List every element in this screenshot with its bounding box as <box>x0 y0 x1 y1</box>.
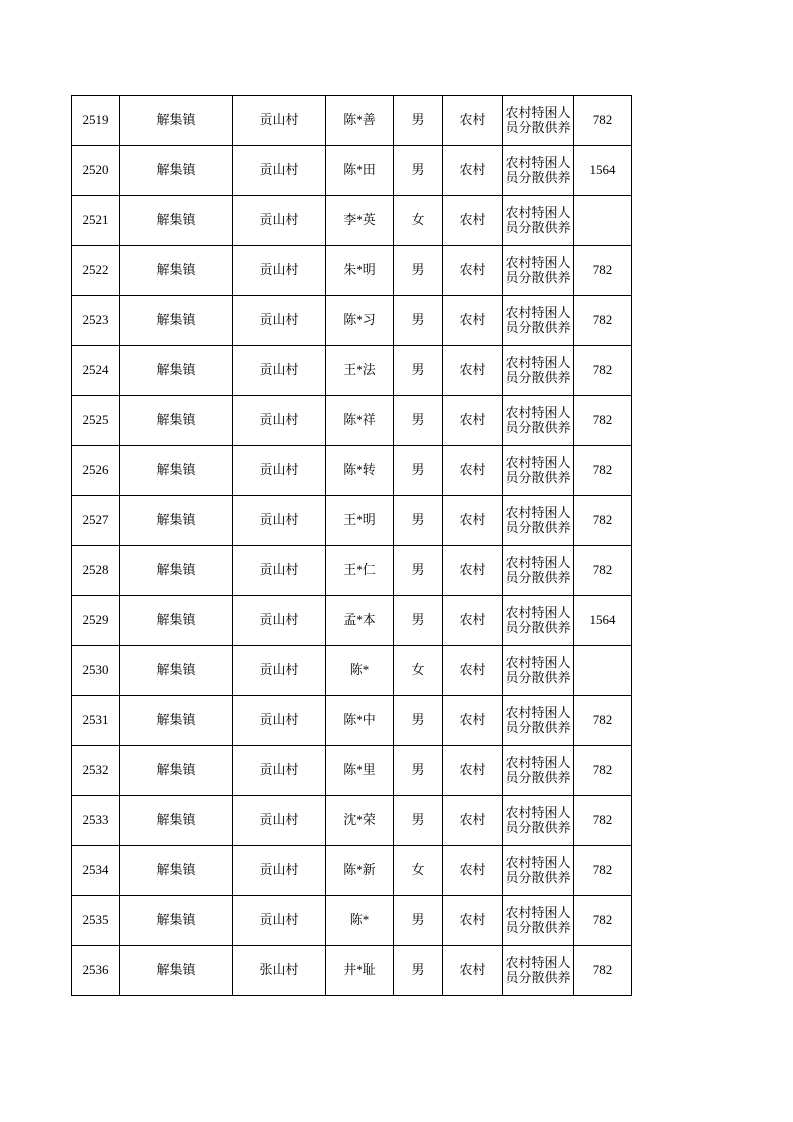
cell-assistance-category <box>503 846 574 896</box>
table-row <box>72 546 632 596</box>
cell-name: 沈*荣 <box>326 796 394 846</box>
cell-sequence: 2529 <box>72 596 120 646</box>
cell-name: 王*法 <box>326 346 394 396</box>
cell-sequence: 2525 <box>72 396 120 446</box>
cell-sex: 男 <box>394 596 443 646</box>
cell-name: 陈*田 <box>326 146 394 196</box>
table-row <box>72 346 632 396</box>
cell-amount: 782 <box>574 446 632 496</box>
cell-town: 解集镇 <box>120 446 233 496</box>
cell-assistance-category <box>503 96 574 146</box>
cell-village: 贡山村 <box>233 246 326 296</box>
table-row <box>72 896 632 946</box>
cell-household-type: 农村 <box>443 96 503 146</box>
cell-assistance-category <box>503 696 574 746</box>
cell-amount: 782 <box>574 346 632 396</box>
cell-sex: 女 <box>394 646 443 696</box>
cell-sequence: 2532 <box>72 746 120 796</box>
cell-sex: 男 <box>394 796 443 846</box>
cell-household-type: 农村 <box>443 846 503 896</box>
cell-amount: 782 <box>574 746 632 796</box>
cell-sex: 男 <box>394 946 443 996</box>
cell-assistance-category <box>503 496 574 546</box>
cell-village: 贡山村 <box>233 96 326 146</box>
assistance-category-text: 农村特困人员分散供养 <box>505 154 571 185</box>
cell-town: 解集镇 <box>120 896 233 946</box>
cell-sex: 男 <box>394 346 443 396</box>
cell-sequence: 2536 <box>72 946 120 996</box>
cell-household-type: 农村 <box>443 696 503 746</box>
cell-assistance-category <box>503 446 574 496</box>
cell-amount <box>574 646 632 696</box>
cell-sequence: 2523 <box>72 296 120 346</box>
cell-assistance-category <box>503 796 574 846</box>
table-row <box>72 96 632 146</box>
cell-sequence: 2528 <box>72 546 120 596</box>
cell-sequence: 2522 <box>72 246 120 296</box>
cell-amount: 782 <box>574 546 632 596</box>
cell-name: 陈*里 <box>326 746 394 796</box>
cell-name: 朱*明 <box>326 246 394 296</box>
cell-name: 孟*本 <box>326 596 394 646</box>
cell-name: 陈* <box>326 896 394 946</box>
cell-name: 王*明 <box>326 496 394 546</box>
cell-village: 贡山村 <box>233 496 326 546</box>
cell-town: 解集镇 <box>120 646 233 696</box>
beneficiary-table <box>71 95 632 996</box>
cell-household-type: 农村 <box>443 396 503 446</box>
cell-sex: 男 <box>394 96 443 146</box>
table-row <box>72 646 632 696</box>
cell-village: 贡山村 <box>233 396 326 446</box>
cell-sex: 男 <box>394 446 443 496</box>
cell-amount: 1564 <box>574 146 632 196</box>
cell-village: 贡山村 <box>233 646 326 696</box>
assistance-category-text: 农村特困人员分散供养 <box>505 904 571 935</box>
cell-sex: 男 <box>394 696 443 746</box>
cell-village: 贡山村 <box>233 346 326 396</box>
cell-village: 贡山村 <box>233 746 326 796</box>
cell-town: 解集镇 <box>120 196 233 246</box>
cell-sex: 男 <box>394 496 443 546</box>
cell-household-type: 农村 <box>443 896 503 946</box>
cell-name: 陈*中 <box>326 696 394 746</box>
cell-sequence: 2535 <box>72 896 120 946</box>
cell-amount: 782 <box>574 696 632 746</box>
table-row <box>72 296 632 346</box>
table-row <box>72 796 632 846</box>
cell-name: 陈*祥 <box>326 396 394 446</box>
cell-name: 李*英 <box>326 196 394 246</box>
assistance-category-text: 农村特困人员分散供养 <box>505 704 571 735</box>
assistance-category-text: 农村特困人员分散供养 <box>505 354 571 385</box>
cell-name: 陈*习 <box>326 296 394 346</box>
cell-assistance-category <box>503 246 574 296</box>
cell-name: 陈*新 <box>326 846 394 896</box>
assistance-category-text: 农村特困人员分散供养 <box>505 204 571 235</box>
table-row <box>72 396 632 446</box>
cell-town: 解集镇 <box>120 296 233 346</box>
table-container <box>71 95 631 996</box>
cell-household-type: 农村 <box>443 496 503 546</box>
cell-sequence: 2520 <box>72 146 120 196</box>
cell-name: 陈* <box>326 646 394 696</box>
cell-village: 贡山村 <box>233 146 326 196</box>
cell-name: 陈*转 <box>326 446 394 496</box>
cell-village: 贡山村 <box>233 296 326 346</box>
cell-amount: 782 <box>574 496 632 546</box>
assistance-category-text: 农村特困人员分散供养 <box>505 454 571 485</box>
cell-household-type: 农村 <box>443 196 503 246</box>
assistance-category-text: 农村特困人员分散供养 <box>505 254 571 285</box>
assistance-category-text: 农村特困人员分散供养 <box>505 604 571 635</box>
cell-household-type: 农村 <box>443 146 503 196</box>
assistance-category-text: 农村特困人员分散供养 <box>505 954 571 985</box>
cell-amount: 782 <box>574 396 632 446</box>
table-row <box>72 446 632 496</box>
cell-sequence: 2531 <box>72 696 120 746</box>
table-row <box>72 246 632 296</box>
cell-household-type: 农村 <box>443 446 503 496</box>
cell-assistance-category <box>503 946 574 996</box>
cell-sex: 男 <box>394 146 443 196</box>
assistance-category-text: 农村特困人员分散供养 <box>505 304 571 335</box>
cell-assistance-category <box>503 396 574 446</box>
cell-town: 解集镇 <box>120 696 233 746</box>
cell-amount: 782 <box>574 896 632 946</box>
cell-household-type: 农村 <box>443 246 503 296</box>
cell-amount: 782 <box>574 96 632 146</box>
cell-town: 解集镇 <box>120 546 233 596</box>
cell-assistance-category <box>503 746 574 796</box>
cell-town: 解集镇 <box>120 246 233 296</box>
assistance-category-text: 农村特困人员分散供养 <box>505 654 571 685</box>
assistance-category-text: 农村特困人员分散供养 <box>505 554 571 585</box>
cell-sex: 女 <box>394 196 443 246</box>
cell-village: 贡山村 <box>233 196 326 246</box>
cell-assistance-category <box>503 596 574 646</box>
cell-sequence: 2524 <box>72 346 120 396</box>
table-row <box>72 746 632 796</box>
table-row <box>72 946 632 996</box>
table-row <box>72 196 632 246</box>
cell-sequence: 2530 <box>72 646 120 696</box>
cell-sex: 男 <box>394 746 443 796</box>
cell-amount: 782 <box>574 846 632 896</box>
cell-sequence: 2534 <box>72 846 120 896</box>
cell-village: 贡山村 <box>233 696 326 746</box>
cell-assistance-category <box>503 196 574 246</box>
cell-sex: 男 <box>394 896 443 946</box>
cell-town: 解集镇 <box>120 146 233 196</box>
cell-amount: 782 <box>574 296 632 346</box>
cell-assistance-category <box>503 896 574 946</box>
cell-town: 解集镇 <box>120 596 233 646</box>
cell-assistance-category <box>503 296 574 346</box>
cell-village: 贡山村 <box>233 446 326 496</box>
assistance-category-text: 农村特困人员分散供养 <box>505 804 571 835</box>
table-row <box>72 696 632 746</box>
cell-town: 解集镇 <box>120 796 233 846</box>
cell-sex: 男 <box>394 296 443 346</box>
cell-sex: 女 <box>394 846 443 896</box>
assistance-category-text: 农村特困人员分散供养 <box>505 754 571 785</box>
cell-sequence: 2533 <box>72 796 120 846</box>
cell-village: 贡山村 <box>233 596 326 646</box>
cell-sequence: 2521 <box>72 196 120 246</box>
cell-amount: 1564 <box>574 596 632 646</box>
cell-sex: 男 <box>394 546 443 596</box>
cell-town: 解集镇 <box>120 96 233 146</box>
cell-household-type: 农村 <box>443 346 503 396</box>
cell-assistance-category <box>503 646 574 696</box>
cell-assistance-category <box>503 546 574 596</box>
cell-assistance-category <box>503 346 574 396</box>
cell-household-type: 农村 <box>443 646 503 696</box>
cell-sequence: 2527 <box>72 496 120 546</box>
cell-name: 井*耻 <box>326 946 394 996</box>
assistance-category-text: 农村特困人员分散供养 <box>505 104 571 135</box>
cell-village: 贡山村 <box>233 846 326 896</box>
assistance-category-text: 农村特困人员分散供养 <box>505 854 571 885</box>
table-body <box>72 96 632 996</box>
cell-household-type: 农村 <box>443 746 503 796</box>
cell-name: 王*仁 <box>326 546 394 596</box>
assistance-category-text: 农村特困人员分散供养 <box>505 504 571 535</box>
cell-town: 解集镇 <box>120 846 233 896</box>
cell-amount: 782 <box>574 246 632 296</box>
cell-town: 解集镇 <box>120 496 233 546</box>
cell-sex: 男 <box>394 246 443 296</box>
cell-household-type: 农村 <box>443 296 503 346</box>
cell-amount: 782 <box>574 796 632 846</box>
table-row <box>72 846 632 896</box>
cell-sequence: 2526 <box>72 446 120 496</box>
cell-sequence: 2519 <box>72 96 120 146</box>
cell-amount: 782 <box>574 946 632 996</box>
cell-household-type: 农村 <box>443 946 503 996</box>
cell-town: 解集镇 <box>120 396 233 446</box>
table-row <box>72 496 632 546</box>
cell-town: 解集镇 <box>120 746 233 796</box>
cell-town: 解集镇 <box>120 346 233 396</box>
assistance-category-text: 农村特困人员分散供养 <box>505 404 571 435</box>
cell-sex: 男 <box>394 396 443 446</box>
cell-household-type: 农村 <box>443 596 503 646</box>
table-row <box>72 146 632 196</box>
cell-village: 贡山村 <box>233 796 326 846</box>
cell-town: 解集镇 <box>120 946 233 996</box>
cell-household-type: 农村 <box>443 546 503 596</box>
cell-village: 张山村 <box>233 946 326 996</box>
table-row <box>72 596 632 646</box>
cell-village: 贡山村 <box>233 546 326 596</box>
cell-name: 陈*善 <box>326 96 394 146</box>
cell-assistance-category <box>503 146 574 196</box>
cell-village: 贡山村 <box>233 896 326 946</box>
cell-amount <box>574 196 632 246</box>
cell-household-type: 农村 <box>443 796 503 846</box>
